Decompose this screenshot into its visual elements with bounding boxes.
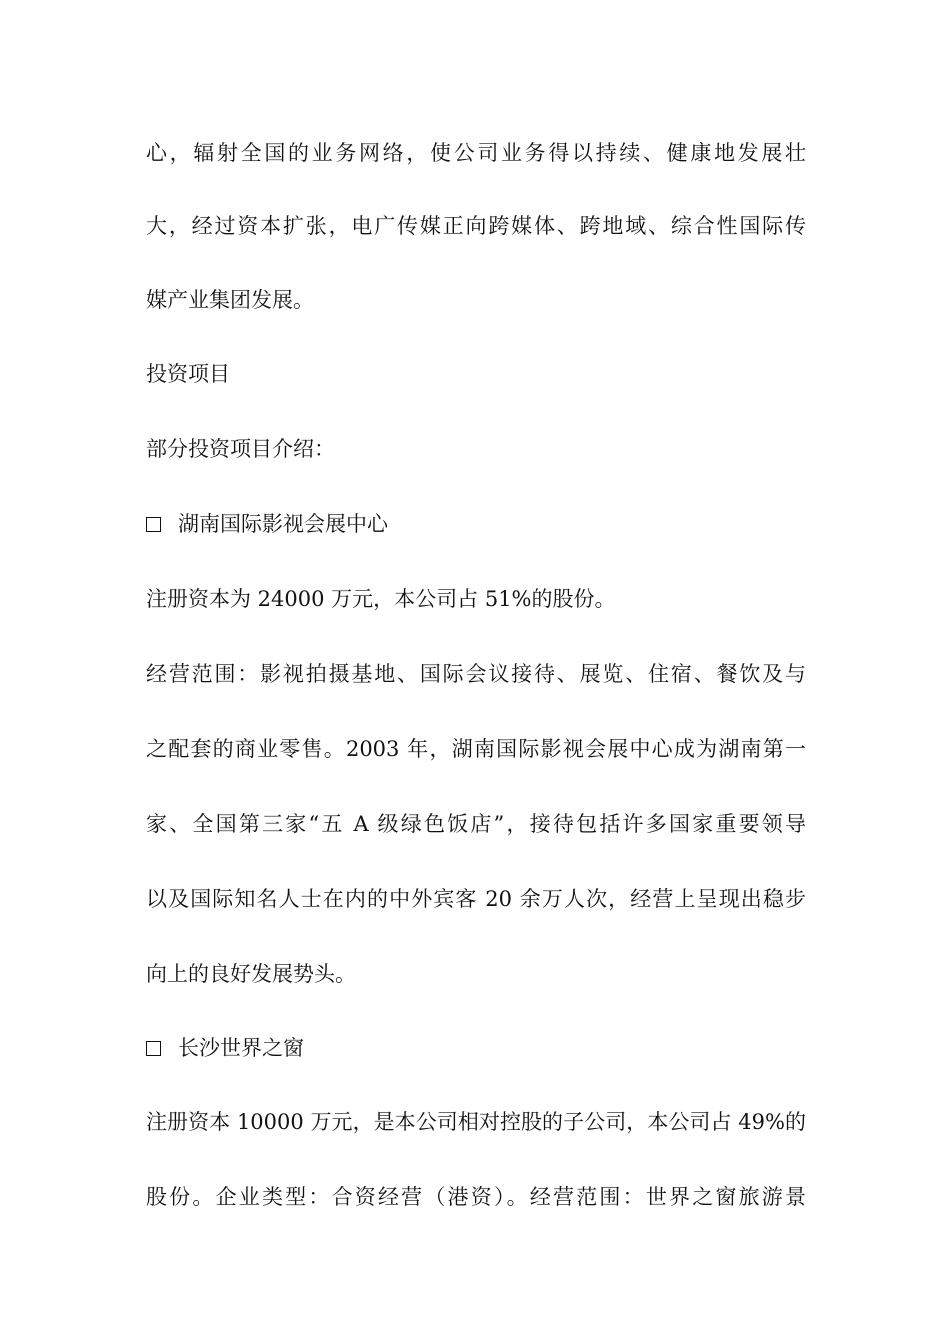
checkbox-icon — [146, 1041, 161, 1056]
paragraph-line: 大，经过资本扩张，电广传媒正向跨媒体、跨地域、综合性国际传 — [146, 214, 806, 238]
project-item-hunan-center — [146, 504, 806, 544]
paragraph-line: 注册资本 10000 万元，是本公司相对控股的子公司，本公司占 49%的 — [146, 1110, 806, 1134]
section-intro: 部分投资项目介绍： — [146, 437, 335, 461]
paragraph-line: 心，辐射全国的业务网络，使公司业务得以持续、健康地发展壮 — [146, 141, 806, 165]
project-title: 湖南国际影视会展中心 — [178, 512, 388, 536]
paragraph-line: 家、全国第三家“五 A 级绿色饭店”，接待包括许多国家重要领导 — [146, 812, 806, 836]
checkbox-icon — [146, 517, 161, 532]
paragraph-line: 之配套的商业零售。2003 年，湖南国际影视会展中心成为湖南第一 — [146, 737, 806, 761]
paragraph-line: 向上的良好发展势头。 — [146, 962, 356, 986]
project-title: 长沙世界之窗 — [178, 1036, 304, 1060]
paragraph-line: 经营范围：影视拍摄基地、国际会议接待、展览、住宿、餐饮及与 — [146, 662, 806, 686]
section-heading: 投资项目 — [146, 362, 230, 386]
paragraph-line: 注册资本为 24000 万元，本公司占 51%的股份。 — [146, 587, 616, 611]
paragraph-line: 以及国际知名人士在内的中外宾客 20 余万人次，经营上呈现出稳步 — [146, 887, 806, 911]
project-item-changsha-window — [146, 1028, 806, 1068]
paragraph-line: 媒产业集团发展。 — [146, 288, 314, 312]
paragraph-line: 股份。企业类型：合资经营（港资）。经营范围：世界之窗旅游景 — [146, 1185, 806, 1209]
